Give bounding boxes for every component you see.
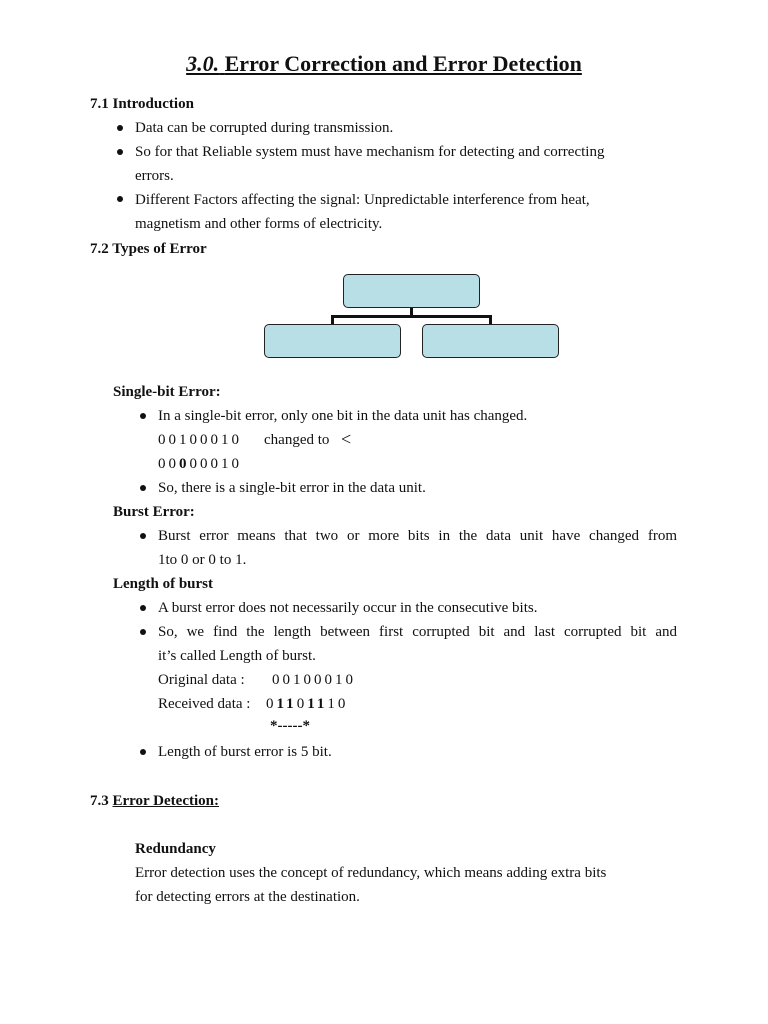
redundancy-line-2: for detecting errors at the destination. bbox=[135, 889, 360, 905]
page-title bbox=[0, 50, 768, 78]
bullet-icon bbox=[140, 413, 146, 419]
redundancy-heading: Redundancy bbox=[135, 841, 216, 857]
intro-bullet-3: Different Factors affecting the signal: Unpredictable interference from heat, bbox=[135, 192, 590, 208]
bullet-icon bbox=[140, 749, 146, 755]
redundancy-line-1: Error detection uses the concept of redundancy, which means adding extra bits bbox=[135, 865, 607, 881]
intro-bullet-2-cont: errors. bbox=[135, 168, 174, 184]
length-bullet-3: Length of burst error is 5 bit. bbox=[158, 744, 332, 760]
received-data-bits bbox=[266, 694, 348, 714]
length-heading: Length of burst bbox=[113, 576, 214, 592]
detection-title: Error Detection: bbox=[112, 793, 219, 809]
original-data-label: Original data : bbox=[158, 672, 245, 688]
length-bullet-2: So, we find the length between first corrupted bit and last corrupted bit and bbox=[158, 624, 677, 640]
arrow-glyph: < bbox=[341, 429, 352, 449]
changed-to-label: changed to bbox=[264, 432, 330, 448]
single-bit-original: 00100010 bbox=[158, 432, 242, 448]
bits-part: 10 bbox=[327, 696, 349, 712]
received-data-label: Received data : bbox=[158, 696, 251, 712]
bits-part: 0 bbox=[296, 696, 308, 712]
diagram-right-box bbox=[422, 324, 559, 358]
bullet-icon bbox=[117, 149, 123, 155]
intro-bullet-1: Data can be corrupted during transmission. bbox=[135, 120, 394, 136]
burst-marker: *-----* bbox=[270, 718, 310, 734]
corrupted-bits: 11 bbox=[276, 696, 297, 712]
length-bullet-2-cont: it’s called Length of burst. bbox=[158, 648, 316, 664]
changed-bit: 0 bbox=[179, 456, 190, 472]
types-heading: 7.2 Types of Error bbox=[90, 241, 207, 257]
bits-part: 00 bbox=[158, 456, 179, 472]
length-bullet-1: A burst error does not necessarily occur in the consecutive bits. bbox=[158, 600, 538, 616]
bullet-icon bbox=[117, 196, 123, 202]
single-bit-heading: Single-bit Error: bbox=[113, 384, 221, 400]
single-bit-bullet-2: So, there is a single-bit error in the data unit. bbox=[158, 480, 426, 496]
intro-bullet-3-cont: magnetism and other forms of electricity. bbox=[135, 216, 383, 232]
single-bit-new bbox=[158, 454, 242, 474]
burst-heading: Burst Error: bbox=[113, 504, 195, 520]
title-text: Error Correction and Error Detection bbox=[224, 51, 582, 76]
diagram-root-box bbox=[343, 274, 480, 308]
title-number: 3.0. bbox=[186, 51, 220, 76]
bullet-icon bbox=[140, 533, 146, 539]
intro-heading: 7.1 Introduction bbox=[90, 96, 194, 112]
bits-part: 0 bbox=[266, 696, 277, 712]
bullet-icon bbox=[140, 605, 146, 611]
bits-part: 00010 bbox=[189, 456, 242, 472]
bullet-icon bbox=[117, 125, 123, 131]
corrupted-bits: 11 bbox=[307, 696, 328, 712]
intro-bullet-2: So for that Reliable system must have mechanism for detecting and correcting bbox=[135, 144, 605, 160]
bullet-icon bbox=[140, 485, 146, 491]
original-data-bits: 00100010 bbox=[272, 672, 356, 688]
bullet-icon bbox=[140, 629, 146, 635]
detection-number: 7.3 bbox=[90, 793, 113, 809]
single-bit-bullet-1: In a single-bit error, only one bit in the data unit has changed. bbox=[158, 408, 528, 424]
burst-line-1: Burst error means that two or more bits in the data unit have changed from bbox=[158, 528, 677, 544]
detection-heading bbox=[90, 791, 219, 811]
diagram-connector bbox=[331, 315, 492, 318]
burst-line-2: 1to 0 or 0 to 1. bbox=[158, 552, 247, 568]
diagram-left-box bbox=[264, 324, 401, 358]
